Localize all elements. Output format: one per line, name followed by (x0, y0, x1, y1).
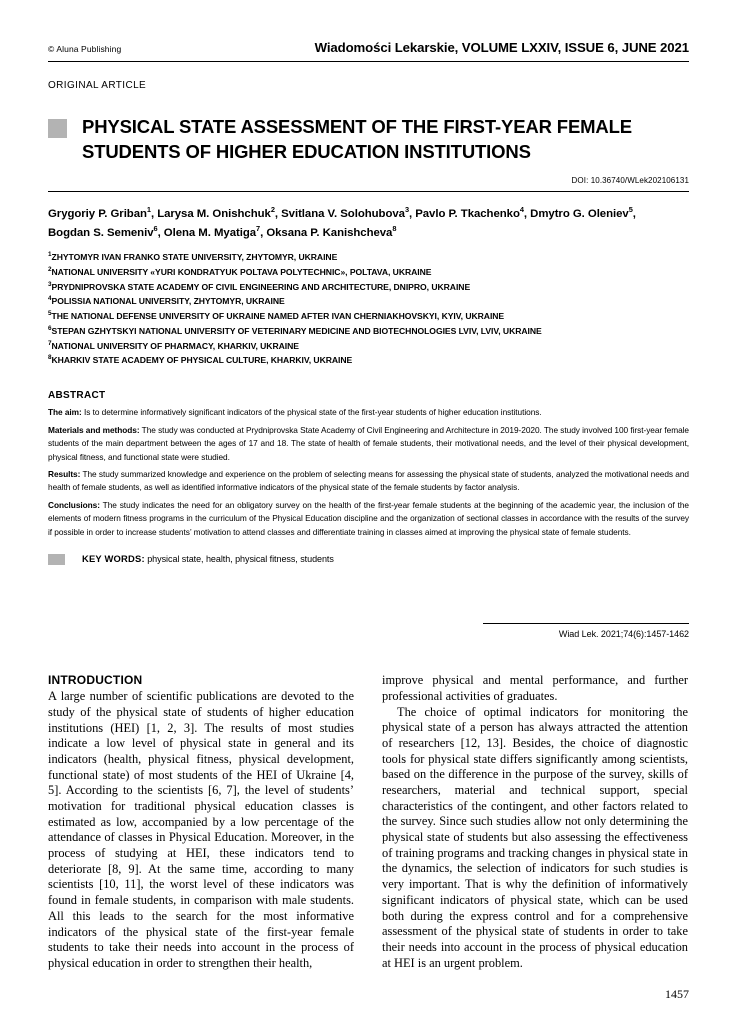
abstract-label: The aim: (48, 407, 82, 418)
affiliation-index: 5 (48, 310, 52, 318)
body-paragraph: improve physical and mental performance, and further professional activities of graduates. (382, 673, 688, 703)
affiliation-item (48, 294, 689, 309)
affiliation-item (48, 324, 689, 339)
affiliations-list (48, 250, 689, 368)
affiliation-index: 1 (48, 251, 52, 258)
abstract-text: The study was conducted at Prydniprovska State Academy of Civil Engineering and Architecture in 2019-2020. The study involved 100 first-year female students of the main department between the ages of 17 and 18. The state of health of female students, their motivational needs, and the level of their physical development, physical fitness, and functional state were studied. (48, 424, 689, 462)
affiliation-text: NATIONAL UNIVERSITY OF PHARMACY, KHARKIV, UKRAINE (51, 340, 299, 351)
affiliation-index: 3 (48, 280, 52, 288)
abstract-text: Is to determine informatively significant indicators of the physical state of the first-year students of higher education institutions. (81, 407, 542, 418)
affiliation-text: STEPAN GZHYTSKYI NATIONAL UNIVERSITY OF VETERINARY MEDICINE AND BIOTECHNOLOGIES LVIV, LVIV, UKRAINE (51, 325, 542, 336)
abstract-text: The study summarized knowledge and experience on the problem of selecting means for assessing the physical state of students, analyzed the motivational needs and health of female students, as well as identified informative indicators of the physical state of the female students by factor analysis. (48, 469, 689, 493)
body-paragraph: The choice of optimal indicators for monitoring the physical state of a person has always attracted the attention of researchers [12, 13]. Besides, the choice of diagnostic tools for physical state differs significantly among scientists, based on the difference in the purpose of the survey, skills of researchers, material and technical support, special characteristics of the contingent, and other factors related to the survey. Since such studies allow not only determining the physical state of students but also assessing the effectiveness of training programs and tracking changes in physical state in the dynamics, the selection of indicators for such studies is very important. That is why the definition of informatively significant indicators of physical state, which can be used both during the express control and for a comprehensive assessment of the physical state of students in order to take their needs into account in the process of physical education at HEI is an urgent problem. (382, 704, 688, 970)
article-type-label: ORIGINAL ARTICLE (48, 80, 147, 91)
abstract-paragraph (48, 499, 689, 539)
keywords-marker-square (48, 554, 65, 565)
title-marker-square (48, 119, 67, 138)
divider (48, 191, 689, 192)
citation-inner (483, 623, 689, 639)
affiliation-index: 6 (48, 324, 52, 332)
section-heading-introduction: INTRODUCTION (48, 673, 143, 688)
doi-label: DOI: 10.36740/WLek202106131 (571, 176, 689, 186)
abstract-paragraph (48, 468, 689, 495)
abstract-text: The study indicates the need for an obligatory survey on the health of the first-year female students at the beginning of the academic year, the inclusion of the elements of modern fitness programs in the curriculum of the Physical Education discipline and the organization of sectional classes in accordance with the results of the survey if possible in order to increase students’ motivation to attend classes and differentiate training in classes aimed at improving the physical state of female students. (48, 499, 689, 537)
publisher-label: © Aluna Publishing (48, 44, 122, 54)
affiliation-index: 4 (48, 295, 52, 303)
affiliation-index: 8 (48, 354, 52, 362)
affiliation-text: ZHYTOMYR IVAN FRANKO STATE UNIVERSITY, ZHYTOMYR, UKRAINE (51, 251, 338, 262)
page-header (48, 40, 689, 62)
abstract-label: Results: (48, 469, 81, 479)
affiliation-index: 7 (48, 339, 52, 347)
authors-block (48, 204, 689, 242)
body-paragraph: A large number of scientific publications are devoted to the study of the physical state of students of higher education institutions (HEI) [1, 2, 3]. The results of most studies indicate a low level of physical state in general and its indicators (health, physical fitness, physical development, functional state) of most students of the HEI of Ukraine [4, 5]. According to the scientists [6, 7], the level of students’ motivation for traditional physical education classes is estimated as low, accompanied by a low percentage of the attendance of classes in Physical Education. Moreover, in the process of studying at HEI, these indicators tend to deteriorate [8, 9]. At the same time, according to many scientists [10, 11], the worst level of these indicators was found in female students, in comparison with male students. All this leads to the search for the most informative indicators of the physical state of the first-year female students to take their needs into account in the process of physical education in order to strengthen their health, (48, 689, 354, 970)
abstract-block (48, 390, 689, 539)
affiliation-text: PRYDNIPROVSKA STATE ACADEMY OF CIVIL ENGINEERING AND ARCHITECTURE, DNIPRO, UKRAINE (51, 281, 471, 292)
abstract-heading: ABSTRACT (48, 390, 106, 402)
affiliation-text: NATIONAL UNIVERSITY «YURI KONDRATYUK POLTAVA POLYTECHNIC», POLTAVA, UKRAINE (51, 266, 432, 277)
affiliation-text: THE NATIONAL DEFENSE UNIVERSITY OF UKRAINE NAMED AFTER IVAN CHERNIAKHOVSKYI, KYIV, UKRAINE (51, 310, 505, 321)
citation-text: Wiad Lek. 2021;74(6):1457-1462 (558, 629, 689, 640)
authors-line-1: Grygoriy P. Griban$^1$, Larysa M. Onishchuk$^2$, Svitlana V. Solohubova$^3$, Pavlo P. Tkachenko$^4$, Dmytro G. Oleniev$^5$, (48, 205, 636, 220)
keywords-row (48, 553, 689, 567)
affiliation-text: KHARKIV STATE ACADEMY OF PHYSICAL CULTURE, KHARKIV, UKRAINE (51, 355, 353, 366)
keywords-text (82, 553, 689, 564)
affiliation-index: 2 (48, 265, 52, 273)
column-right (382, 673, 688, 971)
affiliation-item (48, 339, 689, 354)
abstract-paragraph (48, 406, 689, 419)
affiliation-item (48, 353, 689, 368)
abstract-label: Materials and methods: (48, 424, 140, 435)
keywords-label: KEY WORDS: (82, 553, 145, 565)
page-number: 1457 (665, 987, 689, 1001)
abstract-items (48, 406, 689, 539)
affiliation-item (48, 309, 689, 324)
abstract-label: Conclusions: (48, 499, 100, 510)
affiliation-item (48, 250, 689, 265)
page-title: PHYSICAL STATE ASSESSMENT OF THE FIRST-YEAR FEMALE STUDENTS OF HIGHER EDUCATION INSTITUTIONS (82, 116, 632, 162)
abstract-paragraph (48, 424, 689, 464)
body-columns (48, 673, 689, 971)
journal-reference: Wiadomości Lekarskie, VOLUME LXXIV, ISSUE 6, JUNE 2021 (314, 40, 689, 55)
keywords-value: physical state, health, physical fitness, students (144, 554, 334, 565)
affiliation-item (48, 280, 689, 295)
citation-wrap (48, 623, 689, 639)
affiliation-text: POLISSIA NATIONAL UNIVERSITY, ZHYTOMYR, UKRAINE (51, 296, 285, 307)
title-block (48, 115, 689, 185)
affiliation-item (48, 265, 689, 280)
column-left (48, 673, 354, 971)
authors-line-2: Bogdan S. Semeniv$^6$, Olena M. Myatiga$^7$, Oksana P. Kanishcheva$^8$ (48, 224, 397, 239)
